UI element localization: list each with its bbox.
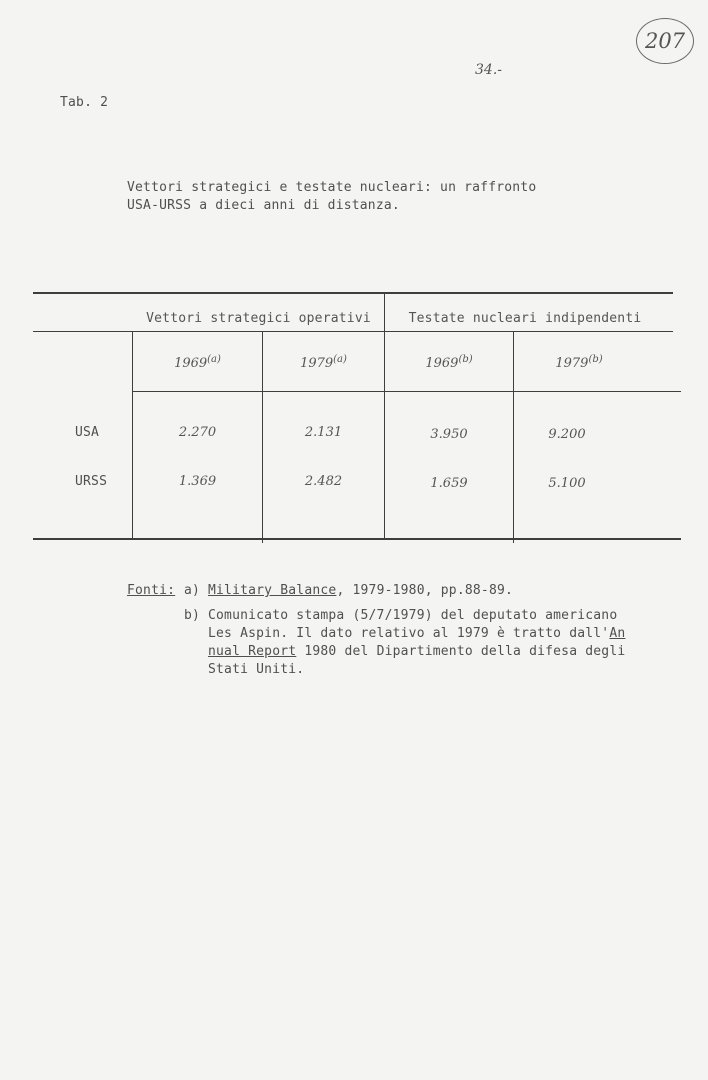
group-divider xyxy=(384,292,385,540)
archive-stamp-number: 207 xyxy=(644,29,686,53)
table-cell: 2.270 xyxy=(178,425,217,440)
table-label: Tab. 2 xyxy=(60,95,109,110)
column-note: (b) xyxy=(588,354,603,365)
title-line-1: Vettori strategici e testate nucleari: un raffronto xyxy=(127,180,537,195)
column-note: (a) xyxy=(333,354,347,365)
column-header xyxy=(385,354,513,371)
table-cell: 2.131 xyxy=(304,425,343,440)
source-b-line-2-underlined: An xyxy=(609,626,626,641)
year-header-rule xyxy=(133,391,681,392)
sources-heading: Fonti: xyxy=(127,583,176,598)
source-a-title: Military Balance xyxy=(208,583,337,598)
table-cell: 1.659 xyxy=(430,476,468,491)
column-header xyxy=(514,354,644,371)
source-a xyxy=(208,583,513,598)
source-b-line-3 xyxy=(208,644,625,659)
table-cell: 1.369 xyxy=(178,474,217,489)
table-cell: 2.482 xyxy=(304,474,343,489)
column-year: 1979 xyxy=(555,356,589,371)
source-b-line-3-underlined: nual Report xyxy=(208,644,297,659)
group-header-vectors: Vettori strategici operativi xyxy=(146,311,371,326)
source-b-marker: b) xyxy=(184,608,201,623)
table-top-rule xyxy=(33,292,673,294)
group-header-rule xyxy=(33,331,673,332)
row-label-urss: URSS xyxy=(75,474,108,489)
source-b-line-2-text: Les Aspin. Il dato relativo al 1979 è tratto dall' xyxy=(208,626,610,641)
row-label-usa: USA xyxy=(75,425,100,440)
archive-stamp xyxy=(636,18,694,64)
table-cell: 9.200 xyxy=(548,427,586,442)
source-b-line-1: Comunicato stampa (5/7/1979) del deputato americano xyxy=(208,608,618,623)
title-line-2: USA-URSS a dieci anni di distanza. xyxy=(127,198,400,213)
column-year: 1969 xyxy=(425,356,459,371)
group-header-warheads: Testate nucleari indipendenti xyxy=(408,311,642,326)
source-a-rest: , 1979-1980, pp.88-89. xyxy=(336,583,514,598)
page-number: 34.- xyxy=(475,62,502,78)
source-b-line-2 xyxy=(208,626,625,641)
source-b-line-4: Stati Uniti. xyxy=(208,662,305,677)
column-note: (b) xyxy=(458,354,473,365)
column-header xyxy=(263,354,384,371)
column-year: 1969 xyxy=(174,356,208,371)
source-b-line-3-text: 1980 del Dipartimento della difesa degli xyxy=(296,644,626,659)
column-note: (a) xyxy=(207,354,221,365)
source-a-marker: a) xyxy=(184,583,201,598)
table-cell: 5.100 xyxy=(548,476,586,491)
table-cell: 3.950 xyxy=(430,427,468,442)
table-bottom-rule xyxy=(33,538,681,540)
column-year: 1979 xyxy=(300,356,334,371)
column-header xyxy=(133,354,262,371)
